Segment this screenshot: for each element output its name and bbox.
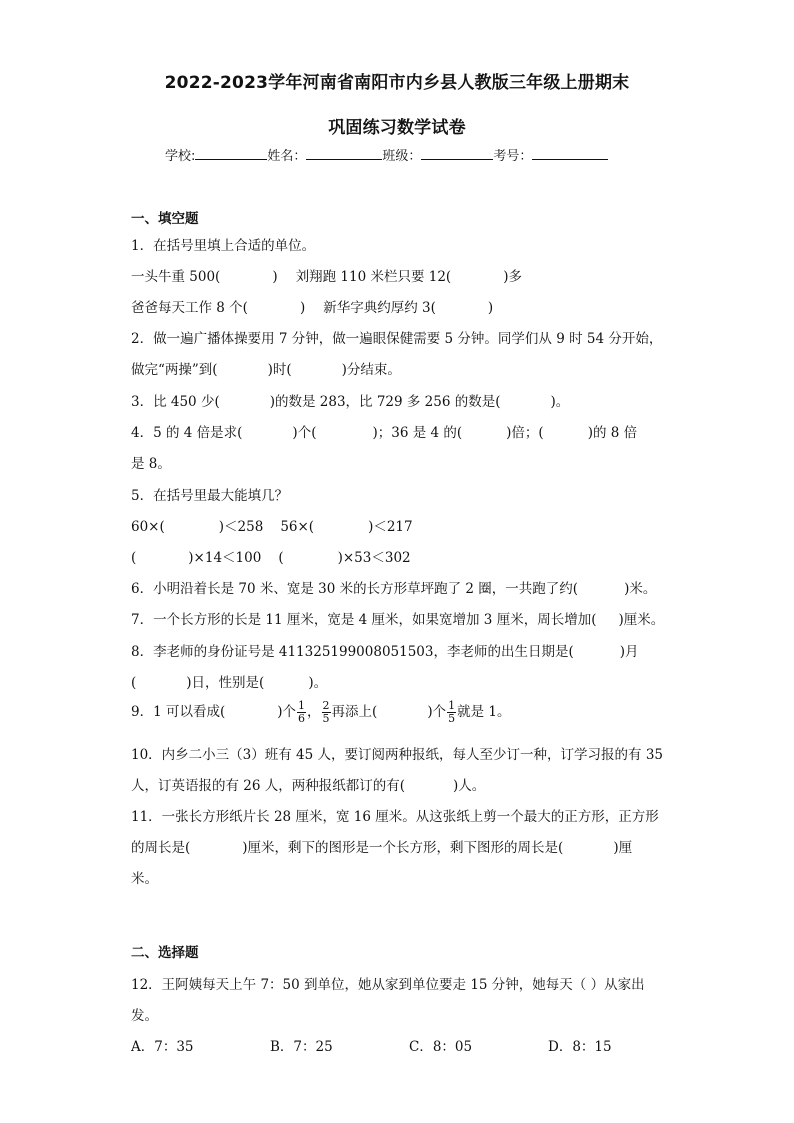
- section-heading-multiple-choice: 二、选择题: [131, 945, 199, 961]
- question-6: [131, 577, 656, 597]
- q8-part-d: )日，性别是(: [186, 675, 265, 691]
- q2-part-c: )分结束。: [341, 362, 401, 378]
- q5-b-suffix: )＜217: [368, 519, 413, 535]
- q8-part-c: (: [131, 675, 137, 691]
- q1-part-a-end: ): [272, 269, 278, 285]
- fraction-one-fifth: $\frac{1}{5}$: [448, 699, 456, 725]
- q12-option-a[interactable]: A．7：35: [131, 1039, 194, 1055]
- q9-comma: ，: [307, 704, 321, 720]
- q1-part-b-end: )多: [503, 269, 522, 285]
- class-label: 班级：: [382, 149, 422, 164]
- q12-option-c[interactable]: C．8：05: [409, 1039, 473, 1055]
- q5-c-suffix: )×14＜100: [188, 550, 262, 566]
- question-3: [131, 390, 569, 410]
- q8-part-b: )月: [619, 644, 639, 660]
- question-9: [131, 700, 510, 725]
- q3-part-c: )。: [550, 394, 570, 410]
- question-1-stem: 1．在括号里填上合适的单位。: [131, 238, 316, 254]
- question-12-line-2: 发。: [131, 1008, 158, 1024]
- exam-no-blank[interactable]: [532, 147, 608, 160]
- q5-c-prefix: (: [131, 550, 137, 566]
- section-heading-fill-blank: 一、填空题: [131, 211, 199, 227]
- question-10-line-2: [131, 774, 485, 794]
- q5-d-prefix: (: [278, 550, 284, 566]
- question-8-line-2: [131, 671, 327, 691]
- q5-a-prefix: 60×(: [131, 519, 165, 535]
- q4-part-e: )的 8 倍: [587, 425, 638, 441]
- question-2-line-1: 2．做一遍广播体操要用 7 分钟，做一遍眼保健需要 5 分钟。同学们从 9 时 54 分开始，: [131, 331, 663, 347]
- q5-b-prefix: 56×(: [280, 519, 315, 535]
- question-11-line-1: 11．一张长方形纸片长 28 厘米，宽 16 厘米。从这张纸上剪一个最大的正方形，正方形: [131, 809, 659, 825]
- q1-part-c-end: ): [299, 300, 306, 316]
- q1-part-d: 新华字典约厚约 3(: [323, 300, 436, 316]
- q1-part-a: 一头牛重 500(: [131, 269, 221, 285]
- q3-part-a: 3．比 450 少(: [131, 394, 220, 410]
- q4-part-a: 4．5 的 4 倍是求(: [131, 425, 243, 441]
- q10-part-b: )人。: [453, 778, 486, 794]
- q2-part-a: 做完“两操”到(: [131, 362, 218, 378]
- exam-title-line2: 巩固练习数学试卷: [328, 118, 466, 138]
- q3-part-b: )的数是 283，比 729 多 256 的数是(: [269, 394, 501, 410]
- q5-a-suffix: )＜258: [218, 519, 264, 535]
- question-7: [131, 608, 664, 628]
- q5-d-suffix: )×53＜302: [337, 550, 411, 566]
- q9-part-a: 9．1 可以看成(: [131, 704, 226, 720]
- question-1-line-a: [131, 265, 522, 285]
- q6-part-a: 6．小明沿着长是 70 米、宽是 30 米的长方形草坪跑了 2 圈，一共跑了约(: [131, 581, 579, 597]
- q11-part-c: )厘: [613, 840, 633, 856]
- q10-part-a: 人，订英语报的有 26 人，两种报纸都订的有(: [131, 778, 406, 794]
- school-label: 学校:: [165, 149, 196, 164]
- q4-part-c: )；36 是 4 的(: [372, 425, 463, 441]
- q9-part-d: )个: [427, 704, 447, 720]
- question-11-line-2: [131, 836, 632, 856]
- exam-title-line1: 2022-2023学年河南省南阳市内乡县人教版三年级上册期末: [164, 73, 630, 93]
- school-blank[interactable]: [195, 147, 267, 160]
- question-8-line-1: [131, 640, 639, 660]
- q11-part-a: 的周长是(: [131, 840, 191, 856]
- name-label: 姓名：: [267, 149, 307, 164]
- name-blank[interactable]: [306, 147, 382, 160]
- q7-part-b: )厘米。: [618, 612, 665, 628]
- fraction-two-fifths: $\frac{2}{5}$: [322, 699, 330, 725]
- q9-part-b: )个: [277, 704, 297, 720]
- q1-part-c: 爸爸每天工作 8 个(: [131, 300, 248, 316]
- q7-part-a: 7．一个长方形的长是 11 厘米，宽是 4 厘米，如果宽增加 3 厘米，周长增加(: [131, 612, 597, 628]
- q1-part-b: 刘翔跑 110 米栏只要 12(: [295, 269, 452, 285]
- q8-part-a: 8．李老师的身份证号是 411325199008051503，李老师的出生日期是(: [131, 644, 574, 660]
- question-12-line-1: 12．王阿姨每天上午 7：50 到单位，她从家到单位要走 15 分钟，她每天（ ）从家出: [131, 977, 645, 993]
- q6-part-b: )米。: [624, 581, 657, 597]
- q9-part-e: 就是 1。: [457, 704, 511, 720]
- class-blank[interactable]: [421, 147, 493, 160]
- question-5-stem: 5．在括号里最大能填几？: [131, 488, 289, 504]
- q1-part-d-end: ): [487, 300, 494, 316]
- q12-option-b[interactable]: B．7：25: [270, 1039, 333, 1055]
- question-4-line-2: 是 8。: [131, 456, 171, 472]
- question-11-line-3: 米。: [131, 871, 158, 887]
- exam-no-label: 考号：: [493, 149, 533, 164]
- q11-part-b: )厘米，剩下的图形是一个长方形，剩下图形的周长是(: [242, 840, 564, 856]
- question-5-row-2: [131, 546, 411, 566]
- question-10-line-1: 10．内乡二小三（3）班有 45 人，要订阅两种报纸，每人至少订一种，订学习报的有 35: [131, 747, 663, 763]
- question-4-line-1: [131, 421, 637, 441]
- q4-part-b: )个(: [292, 425, 317, 441]
- q8-part-e: )。: [308, 675, 328, 691]
- question-5-row-1: [131, 515, 413, 535]
- q2-part-b: )时(: [267, 362, 292, 378]
- q9-part-c: 再添上(: [331, 704, 378, 720]
- question-1-line-b: [131, 296, 493, 316]
- q4-part-d: )倍；(: [506, 425, 544, 441]
- fraction-one-sixth: $\frac{1}{6}$: [298, 699, 306, 725]
- student-info-row: [165, 145, 608, 164]
- question-2-line-2: [131, 358, 401, 378]
- q12-option-d[interactable]: D．8：15: [548, 1039, 612, 1055]
